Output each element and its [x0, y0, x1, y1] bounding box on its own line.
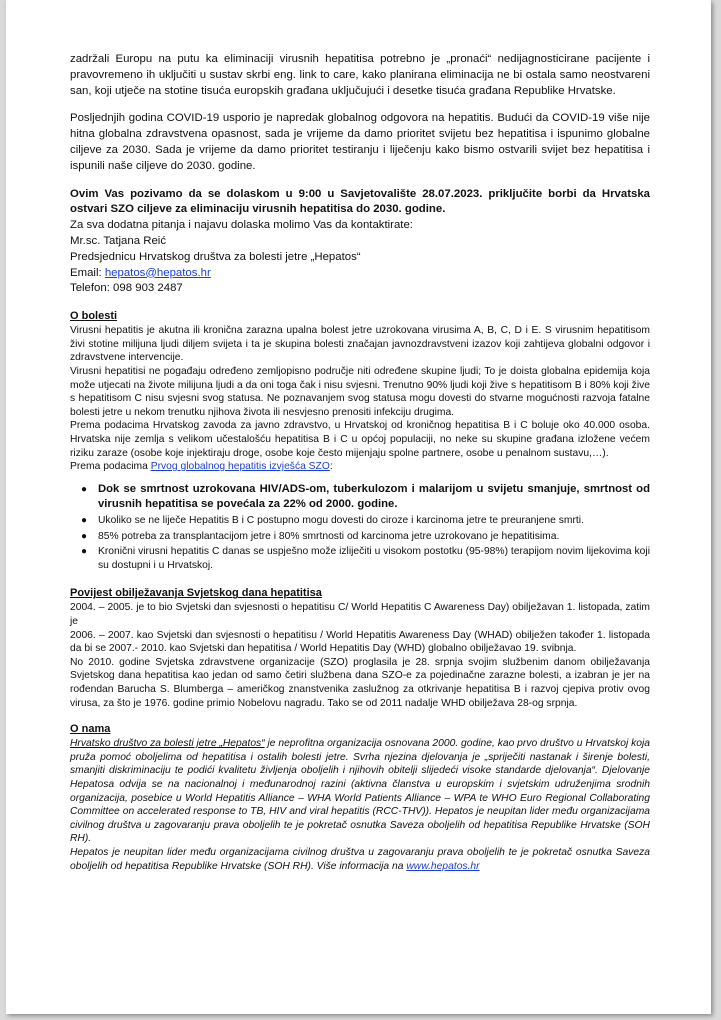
about-paragraph-2	[70, 846, 650, 873]
list-item	[70, 530, 650, 544]
report-suffix: :	[329, 461, 333, 473]
invitation-text: Ovim Vas pozivamo da se dolaskom u 9:00 u Savjetovalište 28.07.2023. priključite borbi da Hrvatska ostvari SZO ciljeve za eliminaciju virusnih hepatitisa do 2030. godine.	[70, 187, 650, 216]
disease-heading: O bolesti	[70, 310, 118, 323]
list-item-text: Ukoliko se ne liječe Hepatitis B i C postupno mogu dovesti do ciroze i karcinoma jetre te preuranjene smrti.	[98, 515, 584, 527]
list-item	[70, 482, 650, 512]
document-content	[70, 52, 650, 873]
history-paragraph-1: 2004. – 2005. je to bio Svjetski dan svjesnosti o hepatitisu C/ World Hepatitis C Awareness Day) obilježavan 1. listopada, zatim je	[70, 602, 650, 628]
bullet-icon: ●	[81, 515, 88, 527]
disease-paragraph-4	[70, 460, 650, 474]
list-item	[70, 545, 650, 572]
contact-phone: Telefon: 098 903 2487	[70, 282, 183, 295]
disease-paragraph-3: Prema podacima Hrvatskog zavoda za javno zdravstvo, u Hrvatskoj od kroničnog hepatitisa B i C boluje oko 40.000 osoba. Hrvatska nije zemlja s velikom učestalošću hepatitisa B i C u općoj populaciji, no neke su skupine građana izložene većem riziku zaraze (osobe koje injektiraju droge, osobe koje često mijenjaju spolne partnere, osobe u penalnom sustavu,…).	[70, 420, 650, 459]
intro-paragraph-2: Posljednjih godina COVID-19 usporio je napredak globalnog odgovora na hepatitis. Budući da COVID-19 više nije hitna globalna zdravstvena opasnost, sada je vrijeme da damo prioritet svijetu bez hepatitisa i ispunimo globalne ciljeve za 2030. Sada je vrijeme da damo prioritet testiranju i liječenju kako bismo ostvarili svijet bez hepatitisa i ispunili naše ciljeve do 2030. godine.	[70, 112, 650, 172]
contact-intro: Za sva dodatna pitanja i najavu dolaska molimo Vas da kontaktirate:	[70, 219, 413, 232]
intro-paragraph-1: zadržali Europu na putu ka eliminaciji virusnih hepatitisa potrebno je „pronaći“ nedijagnosticirane pacijente i pravovremeno ih uključiti u sustav skrbi eng. link to care, kako planirana eliminacija ne bi ostala samo neostvareni san, koji utječe na stotine tisuća europskih građana uključujući i desetke tisuća građana Republike Hrvatske.	[70, 53, 650, 97]
list-item-text: Dok se smrtnost uzrokovana HIV/ADS-om, tuberkulozom i malarijom u svijetu smanjuje, smrtnost od virusnih hepatitisa se povećala za 22% od 2000. godine.	[98, 482, 650, 510]
about-paragraph-2-text: Hepatos je neupitan lider među organizacijama civilnog društva u zagovaranju prava oboljelih te je pokretač osnutka Saveza oboljelih od hepatitisa Republike Hrvatske (SOH RH). Više informacija na	[70, 846, 650, 872]
bullet-icon: ●	[81, 530, 88, 542]
history-paragraph-3: No 2010. godine Svjetska zdravstvene organizacije (SZO) proglasila je 28. srpnja svojim službenim danom obilježavanja Svjetskog dana hepatitisa kao jedan od samo četiri službena dana SZO-e za pojedinačne zarazne bolesti, a izabran je jer na rođendan Barucha S. Blumberga – američkog znanstvenika zaslužnog za otkrivanje hepatitisa B i razvoj cjepiva protiv ovog virusa, za što je 1976. godine primio Nobelovu nagradu. Tako se od 2011 nadalje WHD obilježava 28-og srpnja.	[70, 656, 650, 709]
list-item-text: 85% potreba za transplantacijom jetre i 80% smrtnosti od karcinoma jetre uzrokovano je hepatitisima.	[98, 530, 560, 542]
about-paragraph-1-text: je neprofitna organizacija osnovana 2000. godine, kao prvo društvo u Hrvatskoj koja pruža pomoć oboljelima od hepatitisa i ostalih bolesti jetre. Svrha njezina djelovanja je „spriječiti nastanak i širenje bolesti, smanjiti diskriminaciju te podići kvalitetu življenja oboljelih i njihovih obitelji slijedeći visoke standarde djelovanja“. Djelovanje Hepatosa odvija se na nacionalnoj i međunarodnoj razini (aktivna članstva u europskim i svjetskim udruženjima srodnih organizacija, posebice u World Hepatitis Alliance – WHA World Patients Alliance – WPA te WHO Euro Regional Collaborating Committee on accelerated response to TB, HIV and viral hepatitis (RCC-THV)). Hepatos je neupitan lider među organizacijama civilnog društva u zagovaranju prava oboljelih te je pokretač osnutka Saveza oboljelih od hepatitisa Republike Hrvatske (SOH RH).	[70, 738, 650, 845]
report-prefix: Prema podacima	[70, 461, 151, 473]
document-page	[6, 0, 711, 1014]
org-name: Hrvatsko društvo za bolesti jetre „Hepatos“	[70, 738, 265, 750]
contact-role: Predsjednicu Hrvatskog društva za bolesti jetre „Hepatos“	[70, 250, 361, 263]
contact-name: Mr.sc. Tatjana Reić	[70, 234, 167, 247]
disease-section	[70, 309, 650, 873]
bullet-icon: ●	[81, 483, 88, 495]
email-link[interactable]: hepatos@hepatos.hr	[104, 266, 211, 279]
website-link[interactable]: www.hepatos.hr	[406, 860, 480, 872]
contact-email-line	[70, 266, 650, 282]
list-item-text: Kronični virusni hepatitis C danas se uspješno može izliječiti u visokom postotku (95-98%) terapijom novim lijekovima koji su dostupni i u Hrvatskoj.	[98, 546, 650, 571]
list-item	[70, 514, 650, 528]
about-paragraph-1	[70, 737, 650, 846]
disease-paragraph-2: Virusni hepatitisi ne pogađaju određeno zemljopisno područje niti određene skupine ljudi; To je doista globalna epidemija koja može utjecati na živote milijuna ljudi a da oni toga čak i nisu svjesni. Trenutno 90% ljudi koji žive s hepatitisom B i 80% koji žive s hepatitisom C nisu svjesni svog statusa. Ne poznavanjem svog statusa mogu dovesti do stvarne mogućnosti razvoja fatalne bolesti jetre u nekom trenutku njihova života ili nesvjesno prenositi infekciju drugima.	[70, 365, 650, 418]
facts-list	[70, 482, 650, 573]
email-label: Email:	[70, 266, 102, 279]
disease-paragraph-1: Virusni hepatitis je akutna ili kronična zarazna upalna bolest jetre uzrokovana virusima A, B, C, D i E. S virusnim hepatitisom živi stotine milijuna ljudi diljem svijeta i ta je skupina bolesti značajan javnozdravstveni izazov koji zahtijeva globalni odgovor i zdravstvene intervencije.	[70, 325, 650, 364]
history-heading: Povijest obilježavanja Svjetskog dana hepatitisa	[70, 587, 322, 600]
who-report-link[interactable]: Prvog globalnog hepatitis izvješća SZO	[150, 461, 330, 473]
history-paragraph-2: 2006. – 2007. kao Svjetski dan svjesnosti o hepatitisu / World Hepatitis Awareness Day (WHAD) obilježen također 1. listopada da bi se 2007.- 2010. kao Svjetski dan hepatitisa / World Hepatitis Day (WHD) globalno obilježavao 19. svibnja.	[70, 629, 650, 655]
about-heading: O nama	[70, 723, 111, 736]
bullet-icon: ●	[81, 546, 88, 558]
